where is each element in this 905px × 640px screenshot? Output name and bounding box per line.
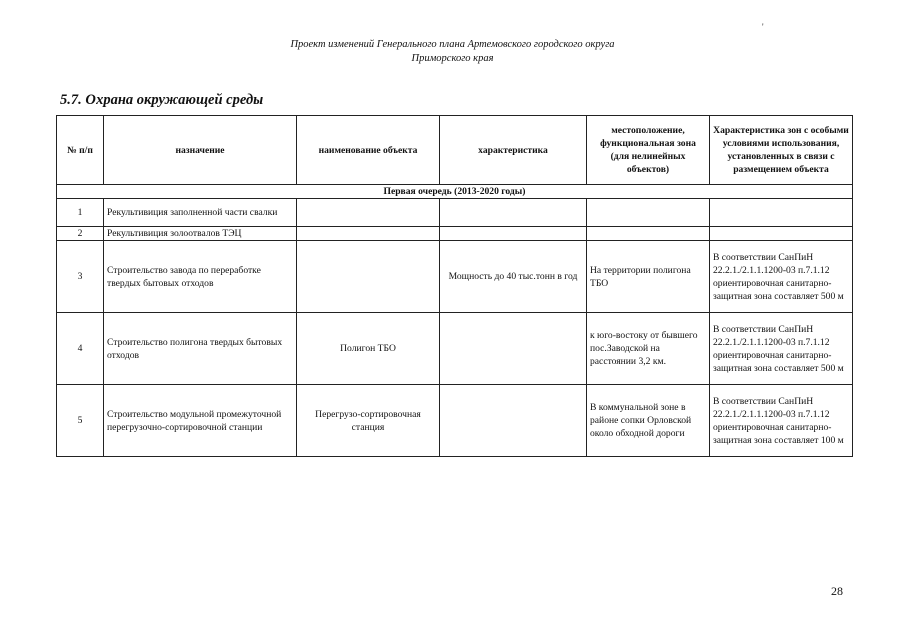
- table-row: [57, 313, 853, 385]
- table-row: [57, 385, 853, 457]
- header-line-2: Приморского края: [411, 53, 494, 64]
- row-characteristic: [440, 385, 587, 457]
- row-location: В коммунальной зоне в районе сопки Орловской около обходной дороги: [587, 385, 710, 457]
- row-purpose: Строительство модульной промежуточной перегрузочно-сортировочной станции: [104, 385, 297, 457]
- row-number: 4: [57, 313, 104, 385]
- row-number: 5: [57, 385, 104, 457]
- row-purpose: Строительство полигона твердых бытовых отходов: [104, 313, 297, 385]
- column-header-special-zones: Характеристика зон с особыми условиями использования, установленных в связи с размещением объекта: [710, 116, 853, 185]
- row-purpose: Рекультивиция золоотвалов ТЭЦ: [104, 227, 297, 241]
- row-location: [587, 199, 710, 227]
- row-characteristic: [440, 227, 587, 241]
- row-special-zone: [710, 227, 853, 241]
- row-special-zone: [710, 199, 853, 227]
- column-header-purpose: назначение: [104, 116, 297, 185]
- row-object-name: Перегрузо-сортировочная станция: [297, 385, 440, 457]
- header-line-1: Проект изменений Генерального плана Артемовского городского округа: [290, 39, 615, 50]
- row-object-name: Полигон ТБО: [297, 313, 440, 385]
- row-characteristic: Мощность до 40 тыс.тонн в год: [440, 241, 587, 313]
- row-location: [587, 227, 710, 241]
- row-number: 3: [57, 241, 104, 313]
- phase-row: [57, 185, 853, 199]
- environment-protection-table: [56, 115, 853, 457]
- stray-mark: ': [762, 22, 764, 32]
- table-row: [57, 199, 853, 227]
- row-special-zone: В соответствии СанПиН 22.2.1./2.1.1.1200-03 п.7.1.12 ориентировочная санитарно-защитная зона составляет 500 м: [710, 313, 853, 385]
- phase-label: Первая очередь (2013-2020 годы): [57, 185, 853, 199]
- row-object-name: [297, 199, 440, 227]
- row-location: к юго-востоку от бывшего пос.Заводской на расстоянии 3,2 км.: [587, 313, 710, 385]
- table-row: [57, 227, 853, 241]
- row-special-zone: В соответствии СанПиН 22.2.1./2.1.1.1200-03 п.7.1.12 ориентировочная санитарно-защитная зона составляет 100 м: [710, 385, 853, 457]
- row-characteristic: [440, 199, 587, 227]
- column-header-characteristic: характеристика: [440, 116, 587, 185]
- row-number: 1: [57, 199, 104, 227]
- table-row: [57, 241, 853, 313]
- row-object-name: [297, 241, 440, 313]
- column-header-object-name: наименование объекта: [297, 116, 440, 185]
- section-title: 5.7. Охрана окружающей среды: [60, 92, 264, 108]
- row-special-zone: В соответствии СанПиН 22.2.1./2.1.1.1200-03 п.7.1.12 ориентировочная санитарно-защитная зона составляет 500 м: [710, 241, 853, 313]
- row-purpose: Строительство завода по переработке твердых бытовых отходов: [104, 241, 297, 313]
- row-number: 2: [57, 227, 104, 241]
- table-header-row: [57, 116, 853, 185]
- row-characteristic: [440, 313, 587, 385]
- row-object-name: [297, 227, 440, 241]
- column-header-location: местоположение, функциональная зона (для нелинейных объектов): [587, 116, 710, 185]
- column-header-number: № п/п: [57, 116, 104, 185]
- page-number: 28: [831, 584, 843, 598]
- row-location: На территории полигона ТБО: [587, 241, 710, 313]
- document-header: [0, 38, 905, 66]
- row-purpose: Рекультивиция заполненной части свалки: [104, 199, 297, 227]
